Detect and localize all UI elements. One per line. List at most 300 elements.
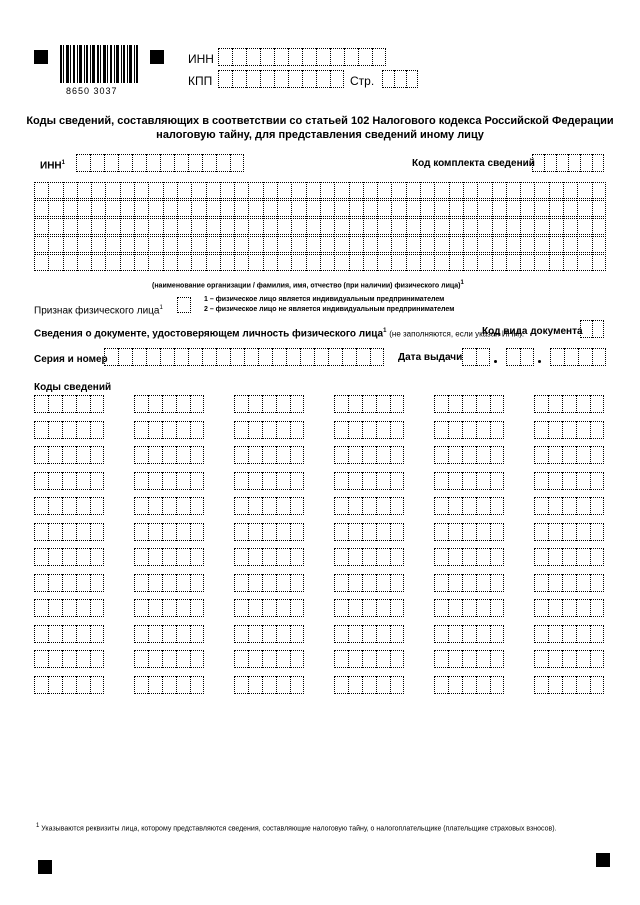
- input-cell[interactable]: [34, 182, 48, 199]
- input-cell[interactable]: [349, 236, 363, 253]
- input-cell[interactable]: [550, 348, 564, 366]
- input-cell[interactable]: [334, 574, 348, 592]
- input-cell[interactable]: [348, 574, 362, 592]
- input-cell[interactable]: [234, 650, 248, 668]
- input-cell[interactable]: [548, 625, 562, 643]
- input-cell[interactable]: [63, 254, 77, 271]
- input-cell[interactable]: [334, 421, 348, 439]
- input-cell[interactable]: [377, 200, 391, 217]
- input-cell[interactable]: [91, 254, 105, 271]
- code-field[interactable]: [34, 395, 104, 413]
- input-cell[interactable]: [276, 421, 290, 439]
- input-cell[interactable]: [476, 348, 490, 366]
- issue-date-day[interactable]: [462, 348, 490, 366]
- input-cell[interactable]: [580, 320, 592, 338]
- input-cell[interactable]: [105, 200, 119, 217]
- input-cell[interactable]: [148, 218, 162, 235]
- input-cell[interactable]: [134, 182, 148, 199]
- input-cell[interactable]: [244, 348, 258, 366]
- input-cell[interactable]: [394, 70, 406, 88]
- input-cell[interactable]: [291, 236, 305, 253]
- input-cell[interactable]: [434, 395, 448, 413]
- input-cell[interactable]: [390, 421, 404, 439]
- input-cell[interactable]: [134, 676, 148, 694]
- input-cell[interactable]: [476, 625, 490, 643]
- input-cell[interactable]: [162, 421, 176, 439]
- input-cell[interactable]: [48, 446, 62, 464]
- input-cell[interactable]: [34, 650, 48, 668]
- input-cell[interactable]: [118, 348, 132, 366]
- input-cell[interactable]: [162, 650, 176, 668]
- input-cell[interactable]: [48, 421, 62, 439]
- input-cell[interactable]: [320, 200, 334, 217]
- input-cell[interactable]: [190, 548, 204, 566]
- input-cell[interactable]: [176, 650, 190, 668]
- code-field[interactable]: [334, 650, 404, 668]
- input-cell[interactable]: [248, 218, 262, 235]
- header-inn-field[interactable]: [218, 48, 386, 66]
- input-cell[interactable]: [434, 625, 448, 643]
- input-cell[interactable]: [90, 395, 104, 413]
- input-cell[interactable]: [76, 599, 90, 617]
- input-cell[interactable]: [434, 200, 448, 217]
- input-cell[interactable]: [218, 48, 232, 66]
- name-grid-row[interactable]: [34, 200, 606, 217]
- input-cell[interactable]: [334, 254, 348, 271]
- code-field[interactable]: [534, 446, 604, 464]
- input-cell[interactable]: [263, 254, 277, 271]
- input-cell[interactable]: [534, 574, 548, 592]
- input-cell[interactable]: [62, 497, 76, 515]
- input-cell[interactable]: [206, 200, 220, 217]
- input-cell[interactable]: [34, 676, 48, 694]
- input-cell[interactable]: [476, 574, 490, 592]
- input-cell[interactable]: [248, 650, 262, 668]
- input-cell[interactable]: [490, 497, 504, 515]
- input-cell[interactable]: [248, 676, 262, 694]
- input-cell[interactable]: [163, 236, 177, 253]
- code-field[interactable]: [534, 395, 604, 413]
- input-cell[interactable]: [76, 497, 90, 515]
- doc-type-field[interactable]: [580, 320, 604, 338]
- input-cell[interactable]: [320, 236, 334, 253]
- input-cell[interactable]: [562, 625, 576, 643]
- input-cell[interactable]: [356, 348, 370, 366]
- input-cell[interactable]: [348, 446, 362, 464]
- input-cell[interactable]: [248, 421, 262, 439]
- code-field[interactable]: [234, 574, 304, 592]
- input-cell[interactable]: [162, 676, 176, 694]
- code-field[interactable]: [434, 548, 504, 566]
- input-cell[interactable]: [592, 154, 604, 172]
- input-cell[interactable]: [188, 154, 202, 172]
- input-cell[interactable]: [76, 446, 90, 464]
- input-cell[interactable]: [434, 218, 448, 235]
- input-cell[interactable]: [548, 395, 562, 413]
- code-field[interactable]: [34, 497, 104, 515]
- code-field[interactable]: [434, 446, 504, 464]
- input-cell[interactable]: [592, 182, 606, 199]
- input-cell[interactable]: [434, 182, 448, 199]
- input-cell[interactable]: [277, 254, 291, 271]
- input-cell[interactable]: [62, 472, 76, 490]
- input-cell[interactable]: [90, 599, 104, 617]
- input-cell[interactable]: [563, 200, 577, 217]
- input-cell[interactable]: [492, 236, 506, 253]
- input-cell[interactable]: [520, 254, 534, 271]
- input-cell[interactable]: [590, 548, 604, 566]
- input-cell[interactable]: [163, 200, 177, 217]
- input-cell[interactable]: [448, 625, 462, 643]
- input-cell[interactable]: [76, 548, 90, 566]
- input-cell[interactable]: [176, 497, 190, 515]
- input-cell[interactable]: [348, 676, 362, 694]
- input-cell[interactable]: [363, 236, 377, 253]
- input-cell[interactable]: [148, 497, 162, 515]
- input-cell[interactable]: [362, 523, 376, 541]
- input-cell[interactable]: [176, 395, 190, 413]
- input-cell[interactable]: [191, 182, 205, 199]
- input-cell[interactable]: [90, 154, 104, 172]
- input-cell[interactable]: [448, 421, 462, 439]
- input-cell[interactable]: [562, 395, 576, 413]
- input-cell[interactable]: [62, 676, 76, 694]
- input-cell[interactable]: [190, 574, 204, 592]
- input-cell[interactable]: [506, 236, 520, 253]
- input-cell[interactable]: [134, 548, 148, 566]
- input-cell[interactable]: [263, 200, 277, 217]
- input-cell[interactable]: [320, 182, 334, 199]
- input-cell[interactable]: [544, 154, 556, 172]
- input-cell[interactable]: [376, 599, 390, 617]
- input-cell[interactable]: [276, 625, 290, 643]
- input-cell[interactable]: [90, 472, 104, 490]
- input-cell[interactable]: [220, 218, 234, 235]
- input-cell[interactable]: [362, 574, 376, 592]
- input-cell[interactable]: [148, 472, 162, 490]
- input-cell[interactable]: [520, 218, 534, 235]
- input-cell[interactable]: [476, 548, 490, 566]
- input-cell[interactable]: [490, 395, 504, 413]
- input-cell[interactable]: [490, 421, 504, 439]
- input-cell[interactable]: [376, 421, 390, 439]
- input-cell[interactable]: [334, 236, 348, 253]
- input-cell[interactable]: [262, 574, 276, 592]
- input-cell[interactable]: [276, 497, 290, 515]
- input-cell[interactable]: [202, 348, 216, 366]
- input-cell[interactable]: [234, 523, 248, 541]
- input-cell[interactable]: [448, 472, 462, 490]
- input-cell[interactable]: [448, 574, 462, 592]
- input-cell[interactable]: [134, 574, 148, 592]
- input-cell[interactable]: [576, 625, 590, 643]
- input-cell[interactable]: [77, 218, 91, 235]
- input-cell[interactable]: [390, 472, 404, 490]
- input-cell[interactable]: [48, 497, 62, 515]
- input-cell[interactable]: [490, 676, 504, 694]
- input-cell[interactable]: [390, 395, 404, 413]
- input-cell[interactable]: [90, 421, 104, 439]
- input-cell[interactable]: [134, 599, 148, 617]
- input-cell[interactable]: [477, 236, 491, 253]
- input-cell[interactable]: [577, 200, 591, 217]
- input-cell[interactable]: [162, 497, 176, 515]
- input-cell[interactable]: [104, 154, 118, 172]
- input-cell[interactable]: [448, 395, 462, 413]
- input-cell[interactable]: [562, 497, 576, 515]
- input-cell[interactable]: [348, 421, 362, 439]
- input-cell[interactable]: [448, 548, 462, 566]
- input-cell[interactable]: [563, 182, 577, 199]
- input-cell[interactable]: [134, 236, 148, 253]
- input-cell[interactable]: [105, 254, 119, 271]
- input-cell[interactable]: [48, 574, 62, 592]
- input-cell[interactable]: [77, 182, 91, 199]
- input-cell[interactable]: [91, 200, 105, 217]
- input-cell[interactable]: [476, 472, 490, 490]
- input-cell[interactable]: [302, 70, 316, 88]
- input-cell[interactable]: [276, 395, 290, 413]
- input-cell[interactable]: [177, 297, 191, 313]
- input-cell[interactable]: [34, 236, 48, 253]
- input-cell[interactable]: [248, 236, 262, 253]
- input-cell[interactable]: [206, 218, 220, 235]
- code-field[interactable]: [334, 446, 404, 464]
- input-cell[interactable]: [463, 236, 477, 253]
- input-cell[interactable]: [506, 182, 520, 199]
- input-cell[interactable]: [406, 236, 420, 253]
- input-cell[interactable]: [76, 650, 90, 668]
- input-cell[interactable]: [190, 650, 204, 668]
- input-cell[interactable]: [592, 218, 606, 235]
- input-cell[interactable]: [316, 48, 330, 66]
- code-field[interactable]: [34, 574, 104, 592]
- input-cell[interactable]: [520, 236, 534, 253]
- input-cell[interactable]: [462, 472, 476, 490]
- input-cell[interactable]: [434, 523, 448, 541]
- input-cell[interactable]: [592, 320, 604, 338]
- input-cell[interactable]: [434, 574, 448, 592]
- input-cell[interactable]: [476, 446, 490, 464]
- code-field[interactable]: [134, 497, 204, 515]
- code-field[interactable]: [34, 548, 104, 566]
- input-cell[interactable]: [448, 523, 462, 541]
- code-field[interactable]: [534, 650, 604, 668]
- input-cell[interactable]: [576, 650, 590, 668]
- input-cell[interactable]: [434, 676, 448, 694]
- input-cell[interactable]: [578, 348, 592, 366]
- input-cell[interactable]: [434, 421, 448, 439]
- input-cell[interactable]: [377, 218, 391, 235]
- input-cell[interactable]: [382, 70, 394, 88]
- input-cell[interactable]: [302, 48, 316, 66]
- input-cell[interactable]: [477, 254, 491, 271]
- input-cell[interactable]: [176, 625, 190, 643]
- code-field[interactable]: [534, 523, 604, 541]
- input-cell[interactable]: [330, 70, 344, 88]
- input-cell[interactable]: [76, 154, 90, 172]
- input-cell[interactable]: [77, 236, 91, 253]
- input-cell[interactable]: [291, 182, 305, 199]
- input-cell[interactable]: [34, 523, 48, 541]
- input-cell[interactable]: [376, 548, 390, 566]
- input-cell[interactable]: [190, 523, 204, 541]
- input-cell[interactable]: [48, 523, 62, 541]
- input-cell[interactable]: [576, 599, 590, 617]
- input-cell[interactable]: [162, 523, 176, 541]
- code-field[interactable]: [334, 523, 404, 541]
- input-cell[interactable]: [490, 599, 504, 617]
- input-cell[interactable]: [334, 650, 348, 668]
- input-cell[interactable]: [362, 421, 376, 439]
- input-cell[interactable]: [162, 574, 176, 592]
- input-cell[interactable]: [477, 218, 491, 235]
- issue-date-year[interactable]: [550, 348, 606, 366]
- code-field[interactable]: [234, 676, 304, 694]
- input-cell[interactable]: [492, 254, 506, 271]
- code-field[interactable]: [434, 421, 504, 439]
- input-cell[interactable]: [434, 650, 448, 668]
- code-field[interactable]: [34, 421, 104, 439]
- input-cell[interactable]: [334, 200, 348, 217]
- input-cell[interactable]: [590, 625, 604, 643]
- input-cell[interactable]: [476, 599, 490, 617]
- code-field[interactable]: [134, 523, 204, 541]
- header-kpp-field[interactable]: [218, 70, 344, 88]
- input-cell[interactable]: [390, 497, 404, 515]
- input-cell[interactable]: [90, 574, 104, 592]
- input-cell[interactable]: [246, 48, 260, 66]
- input-cell[interactable]: [330, 48, 344, 66]
- input-cell[interactable]: [163, 218, 177, 235]
- input-cell[interactable]: [348, 523, 362, 541]
- input-cell[interactable]: [590, 574, 604, 592]
- input-cell[interactable]: [160, 348, 174, 366]
- input-cell[interactable]: [562, 472, 576, 490]
- input-cell[interactable]: [234, 497, 248, 515]
- input-cell[interactable]: [348, 548, 362, 566]
- code-field[interactable]: [334, 395, 404, 413]
- input-cell[interactable]: [306, 182, 320, 199]
- input-cell[interactable]: [420, 254, 434, 271]
- input-cell[interactable]: [248, 254, 262, 271]
- input-cell[interactable]: [234, 218, 248, 235]
- input-cell[interactable]: [462, 348, 476, 366]
- input-cell[interactable]: [448, 599, 462, 617]
- input-cell[interactable]: [230, 348, 244, 366]
- input-cell[interactable]: [277, 200, 291, 217]
- input-cell[interactable]: [274, 70, 288, 88]
- input-cell[interactable]: [76, 676, 90, 694]
- input-cell[interactable]: [406, 200, 420, 217]
- input-cell[interactable]: [562, 421, 576, 439]
- input-cell[interactable]: [234, 254, 248, 271]
- input-cell[interactable]: [320, 254, 334, 271]
- input-cell[interactable]: [548, 421, 562, 439]
- input-cell[interactable]: [462, 395, 476, 413]
- code-field[interactable]: [134, 599, 204, 617]
- input-cell[interactable]: [548, 446, 562, 464]
- input-cell[interactable]: [362, 625, 376, 643]
- input-cell[interactable]: [463, 254, 477, 271]
- input-cell[interactable]: [48, 236, 62, 253]
- input-cell[interactable]: [477, 182, 491, 199]
- input-cell[interactable]: [449, 218, 463, 235]
- input-cell[interactable]: [306, 200, 320, 217]
- input-cell[interactable]: [463, 218, 477, 235]
- input-cell[interactable]: [449, 200, 463, 217]
- input-cell[interactable]: [348, 472, 362, 490]
- input-cell[interactable]: [248, 200, 262, 217]
- input-cell[interactable]: [534, 523, 548, 541]
- code-field[interactable]: [134, 574, 204, 592]
- issue-date-month[interactable]: [506, 348, 534, 366]
- input-cell[interactable]: [176, 676, 190, 694]
- input-cell[interactable]: [377, 254, 391, 271]
- input-cell[interactable]: [148, 650, 162, 668]
- input-cell[interactable]: [190, 599, 204, 617]
- input-cell[interactable]: [48, 650, 62, 668]
- input-cell[interactable]: [434, 254, 448, 271]
- input-cell[interactable]: [362, 650, 376, 668]
- kit-code-field[interactable]: [532, 154, 604, 172]
- input-cell[interactable]: [120, 218, 134, 235]
- input-cell[interactable]: [590, 395, 604, 413]
- input-cell[interactable]: [534, 599, 548, 617]
- input-cell[interactable]: [576, 446, 590, 464]
- input-cell[interactable]: [520, 348, 534, 366]
- input-cell[interactable]: [177, 254, 191, 271]
- input-cell[interactable]: [176, 599, 190, 617]
- input-cell[interactable]: [363, 218, 377, 235]
- input-cell[interactable]: [362, 548, 376, 566]
- input-cell[interactable]: [390, 548, 404, 566]
- input-cell[interactable]: [91, 218, 105, 235]
- input-cell[interactable]: [476, 676, 490, 694]
- input-cell[interactable]: [534, 625, 548, 643]
- series-number-field[interactable]: [104, 348, 384, 366]
- input-cell[interactable]: [520, 182, 534, 199]
- input-cell[interactable]: [376, 497, 390, 515]
- input-cell[interactable]: [62, 574, 76, 592]
- input-cell[interactable]: [534, 421, 548, 439]
- input-cell[interactable]: [548, 676, 562, 694]
- input-cell[interactable]: [590, 523, 604, 541]
- input-cell[interactable]: [276, 599, 290, 617]
- input-cell[interactable]: [348, 497, 362, 515]
- code-field[interactable]: [434, 472, 504, 490]
- input-cell[interactable]: [372, 48, 386, 66]
- input-cell[interactable]: [290, 497, 304, 515]
- input-cell[interactable]: [248, 182, 262, 199]
- input-cell[interactable]: [90, 523, 104, 541]
- input-cell[interactable]: [477, 200, 491, 217]
- input-cell[interactable]: [188, 348, 202, 366]
- input-cell[interactable]: [590, 650, 604, 668]
- input-cell[interactable]: [274, 48, 288, 66]
- input-cell[interactable]: [390, 650, 404, 668]
- input-cell[interactable]: [577, 182, 591, 199]
- input-cell[interactable]: [134, 472, 148, 490]
- input-cell[interactable]: [590, 446, 604, 464]
- input-cell[interactable]: [348, 625, 362, 643]
- input-cell[interactable]: [580, 154, 592, 172]
- input-cell[interactable]: [206, 236, 220, 253]
- input-cell[interactable]: [134, 421, 148, 439]
- input-cell[interactable]: [160, 154, 174, 172]
- code-field[interactable]: [234, 395, 304, 413]
- input-cell[interactable]: [348, 599, 362, 617]
